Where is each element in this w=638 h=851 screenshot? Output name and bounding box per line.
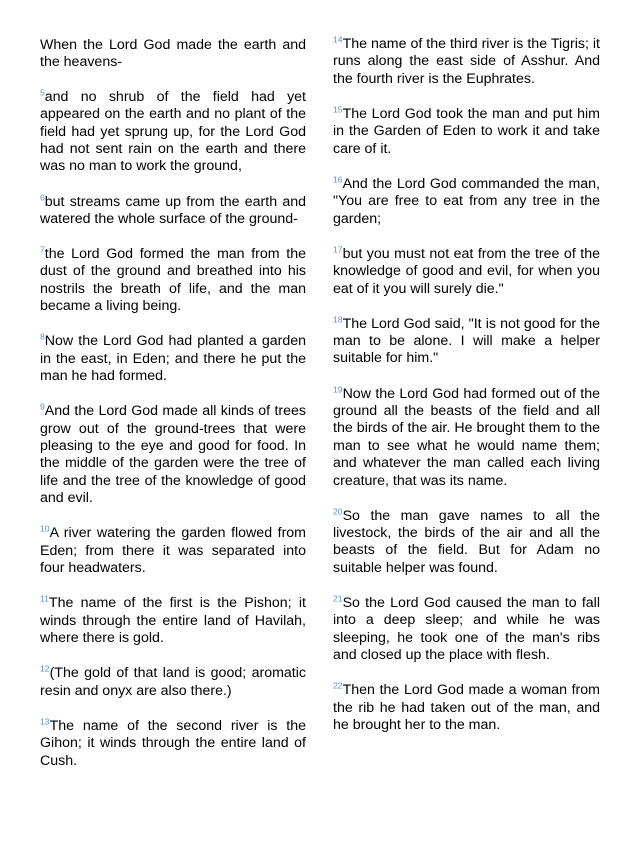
verse-number: 14 [333,34,343,45]
verse-6 [40,194,306,229]
verse-12 [40,665,306,700]
verse-18 [333,316,600,368]
verse-11 [40,595,306,647]
verse-number: 5 [40,87,45,98]
verse-text: Now the Lord God had formed out of the ground all the beasts of the field and all the birds of the air. He brought them to the man to see what he would name them; and whatever the man called each living creature, that was its name. [333,385,600,489]
verse-number: 19 [333,384,343,395]
verse-21 [333,595,600,665]
verse-text: So the man gave names to all the livestock, the birds of the air and all the beasts of the field. But for Adam no suitable helper was found. [333,507,600,576]
verse-text: but you must not eat from the tree of the knowledge of good and evil, for when you eat of it you will surely die." [333,245,600,297]
verse-text: (The gold of that land is good; aromatic resin and onyx are also there.) [40,665,306,699]
verse-10 [40,525,306,577]
verse-number: 13 [40,716,50,727]
verse-text: The name of the first is the Pishon; it winds through the entire land of Havilah, where there is gold. [40,595,306,647]
verse-20 [333,508,600,578]
verse-16 [333,176,600,228]
left-column [40,37,306,788]
verse-text: but streams came up from the earth and watered the whole surface of the ground- [40,193,306,227]
verse-number: 18 [333,314,343,325]
verse-number: 16 [333,174,343,185]
verse-number: 10 [40,523,50,534]
verse-text: And the Lord God made all kinds of trees grow out of the ground-trees that were pleasing to the eye and good for food. In the middle of the garden were the tree of life and the tree of the knowledge of good and evil. [40,403,306,507]
verse-8 [40,333,306,385]
verse-number: 20 [333,506,343,517]
verse-number: 12 [40,663,50,674]
verse-text: And the Lord God commanded the man, "You are free to eat from any tree in the garden; [333,175,600,227]
verse-text: The name of the third river is the Tigris; it runs along the east side of Asshur. And the fourth river is the Euphrates. [333,36,600,87]
verse-text: So the Lord God caused the man to fall into a deep sleep; and while he was sleeping, he took one of the man's ribs and closed up the place with flesh. [333,594,600,664]
verse-text: A river watering the garden flowed from Eden; from there it was separated into four headwaters. [40,525,306,577]
verse-text: The name of the second river is the Gihon; it winds through the entire land of Cush. [40,717,306,769]
verse-text: and no shrub of the field had yet appeared on the earth and no plant of the field had yet sprung up, for the Lord God had not sent rain on the earth and there was no man to work the ground, [40,88,306,175]
verse-number: 15 [333,104,343,115]
verse-number: 6 [40,192,45,203]
verse-number: 22 [333,680,343,691]
verse-number: 17 [333,244,343,255]
verse-text: Now the Lord God had planted a garden in the east, in Eden; and there he put the man he had formed. [40,333,306,385]
verse-text: The Lord God took the man and put him in the Garden of Eden to work it and take care of it. [333,105,600,157]
verse-text: When the Lord God made the earth and the heavens- [40,37,306,71]
verse-19 [333,386,600,490]
verse-text: the Lord God formed the man from the dust of the ground and breathed into his nostrils the breath of life, and the man became a living being. [40,246,306,315]
right-column [333,36,600,752]
verse-5 [40,89,306,176]
paragraph-intro [40,37,306,72]
verse-text: The Lord God said, "It is not good for the man to be alone. I will make a helper suitable for him." [333,315,600,367]
verse-7 [40,246,306,316]
verse-text: Then the Lord God made a woman from the rib he had taken out of the man, and he brought her to the man. [333,682,600,734]
verse-22 [333,682,600,734]
verse-15 [333,106,600,158]
verse-number: 9 [40,401,45,412]
verse-13 [40,718,306,770]
verse-9 [40,403,306,507]
verse-number: 7 [40,244,45,255]
verse-number: 11 [40,593,49,604]
verse-number: 21 [333,593,343,604]
verse-number: 8 [40,331,45,342]
verse-14 [333,36,600,88]
verse-17 [333,246,600,298]
